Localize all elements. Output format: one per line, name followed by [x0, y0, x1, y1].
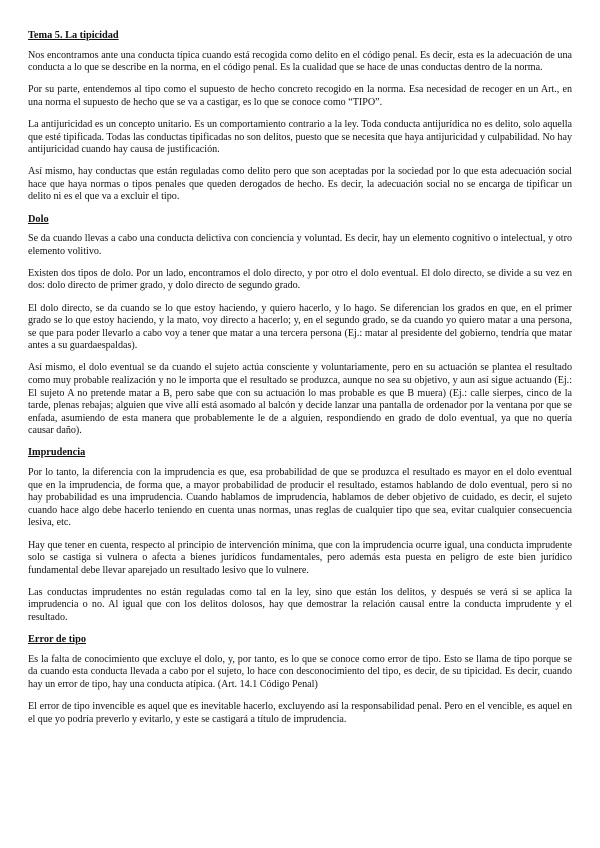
section-heading: Tema 5. La tipicidad	[28, 30, 119, 41]
section-tipicidad	[28, 30, 572, 204]
paragraph: La antijuricidad es un concepto unitario. Es un comportamiento contrario a la ley. Toda conducta antijurídica no es delito, solo aquella que esté tipificada. Todas las conductas tipificadas no son delitos, puesto que se necesita que haya antijuricidad y culpabilidad. No hay antijuricidad cuando hay causa de justificación.	[28, 118, 572, 156]
section-error-de-tipo	[28, 634, 572, 726]
paragraph: Se da cuando llevas a cabo una conducta delictiva con conciencia y voluntad. Es decir, hay un elemento cognitivo o intelectual, y otro elemento volitivo.	[28, 233, 572, 257]
paragraph: Por su parte, entendemos al tipo como el supuesto de hecho concreto recogido en la norma. Esa necesidad de recoger en un Art., en una norma el supuesto de hecho que se va a castigar, es lo que se conoce como “TIPO”.	[28, 84, 572, 108]
paragraph: Así mismo, el dolo eventual se da cuando el sujeto actúa consciente y voluntariamente, pero en su actuación se plantea el resultado como muy probable realización y no le importa que el resultado se produzca, aunque no sea su objetivo, y aun así sigue actuando (Ej.: El sujeto A no pretende matar a B, pero sabe que con su actuación lo mas probable es que B muera) (Ej.: calle sierpes, cinco de la tarde, plenas rebajas; alguien que vive allí está asomado al balcón y decide lanzar una pantalla de ordenador por la ventana por que se enfada, asumiendo de esta manera que probablemente le de a alguien, respondiendo en grado de dolo eventual, ya que no quería causar daño).	[28, 362, 572, 437]
paragraph: Hay que tener en cuenta, respecto al principio de intervención mínima, que con la imprudencia ocurre igual, una conducta imprudente solo se castiga si vulnera o afecta a bienes jurídicos fundamentales, pero además esta puesta en peligro de este bien jurídico fundamental debe llevar aparejado un resultado lesivo que lo vulnere.	[28, 539, 572, 576]
paragraph: El error de tipo invencible es aquel que es inevitable hacerlo, excluyendo así la responsabilidad penal. Pero en el vencible, es aquel en el que yo podría preverlo y evitarlo, y este se castigará a título de imprudencia.	[28, 700, 572, 725]
section-heading: Dolo	[28, 213, 49, 225]
section-heading: Error de tipo	[28, 634, 86, 646]
section-imprudencia	[28, 447, 572, 624]
section-dolo	[28, 214, 572, 438]
section-heading: Imprudencia	[28, 447, 86, 459]
document-page	[28, 30, 572, 736]
paragraph: Así mismo, hay conductas que están reguladas como delito pero que son aceptadas por la sociedad por lo que esta adecuación social hace que haya normas o tipos penales que queden derogados de hecho. Es decir, la adecuación social no se encarga de tipificar un delito ni es el que va a excluir el tipo.	[28, 166, 572, 203]
paragraph: Es la falta de conocimiento que excluye el dolo, y, por tanto, es lo que se conoce como error de tipo. Esto se llama de tipo porque se da cuando esta conducta llevada a cabo por el sujeto, lo hace con desconocimiento del tipo, es decir, de su tipicidad. Es decir, cuando hay un error de tipo, hay una conducta atípica. (Art. 14.1 Código Penal)	[28, 653, 572, 690]
paragraph: El dolo directo, se da cuando se lo que estoy haciendo, y quiero hacerlo, y lo hago. Se diferencian los grados en que, en el primer grado se lo que estoy haciendo, y la mato, voy directo a hacerlo; y, en el segundo grado, se da cuando yo quiero matar a una persona, se que para poder llevarlo a cabo voy a tener que matar a una tercera persona (Ej.: matar al presidente del gobierno, tendría que matar antes a su guardaespaldas).	[28, 302, 572, 352]
paragraph: Nos encontramos ante una conducta típica cuando está recogida como delito en el código penal. Es decir, esta es la adecuación de una conducta a lo que se describe en la norma, en el código penal. Es la cualidad que se hace de unas conductas dentro de la norma.	[28, 49, 572, 74]
paragraph: Por lo tanto, la diferencia con la imprudencia es que, esa probabilidad de que se produzca el resultado es mayor en el dolo eventual que en la imprudencia, de forma que, a mayor probabilidad de producir el resultado, estamos hablando de dolo eventual, pero si no hay probabilidad es una imprudencia. Cuando hablamos de imprudencia, hablamos de deber objetivo de cuidado, es decir, el sujeto cuando hace algo debe hacerlo teniendo en cuenta unas normas, unas reglas de cualquier tipo que sea, evitar cualquier consecuencia lesiva, etc.	[28, 467, 572, 529]
paragraph: Existen dos tipos de dolo. Por un lado, encontramos el dolo directo, y por otro el dolo eventual. El dolo directo, se divide a su vez en dos: dolo directo de primer grado, y dolo directo de segundo grado.	[28, 267, 572, 292]
paragraph: Las conductas imprudentes no están reguladas como tal en la ley, sino que están los delitos, y después se verá si se aplica la imprudencia o no. Al igual que con los delitos dolosos, hay que demostrar la relación causal entre la conducta imprudente y el resultado.	[28, 586, 572, 623]
